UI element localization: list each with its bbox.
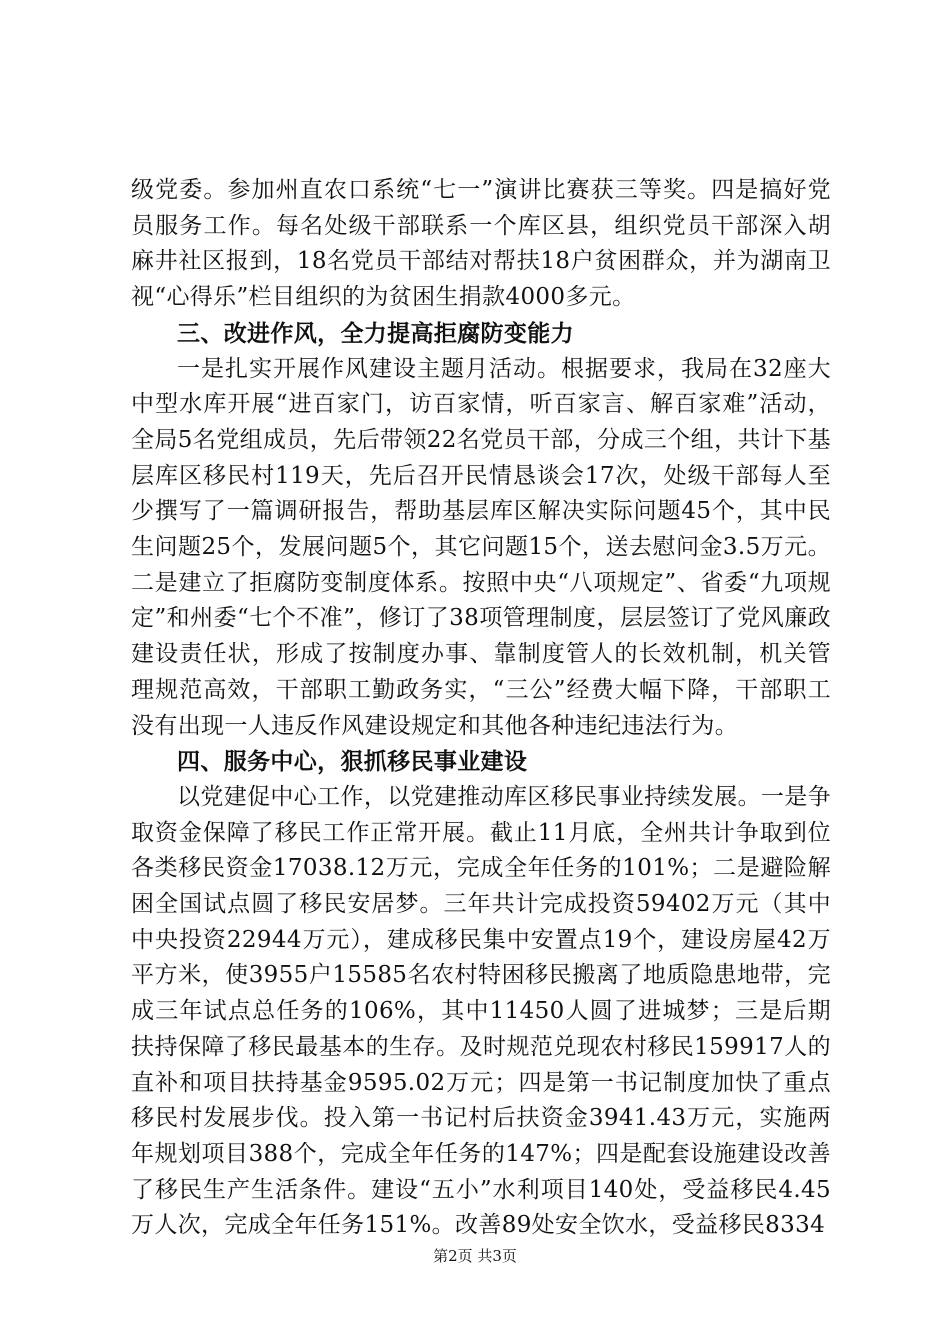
section-heading-work-style: 三、改进作风，全力提高拒腐防变能力: [177, 319, 574, 347]
paragraph-party-service: 级党委。参加州直农口系统“七一”演讲比赛获三等奖。四是搞好党员服务工作。每名处级干部联系一个库区县，组织党员干部深入胡麻井社区报到，18名党员干部结对帮扶18户贫困群众，并为湖南卫视“心得乐”栏目组织的为贫困生捐款4000多元。: [131, 177, 831, 311]
paragraph-migrant-work: 以党建促中心工作，以党建推动库区移民事业持续发展。一是争取资金保障了移民工作正常开展。截止11月底，全州共计争取到位各类移民资金17038.12万元，完成全年任务的101%；二是避险解困全国试点圆了移民安居梦。三年共计完成投资59402万元（其中中央投资22944万元），建成移民集中安置点19个，建设房屋42万平方米，使3955户15585名农村特困移民搬离了地质隐患地带，完成三年试点总任务的106%，其中11450人圆了进城梦；三是后期扶持保障了移民最基本的生存。及时规范兑现农村移民159917人的直补和项目扶持基金9595.02万元；四是第一书记制度加快了重点移民村发展步伐。投入第一书记村后扶资金3941.43万元，实施两年规划项目388个，完成全年任务的147%；四是配套设施建设改善了移民生产生活条件。建设“五小”水利项目140处，受益移民4.45万人次，完成全年任务151%。改善89处安全饮水，受益移民8334: [131, 783, 831, 1239]
section-heading-migrant-work: 四、服务中心，狠抓移民事业建设: [177, 748, 528, 776]
paragraph-work-style: 一是扎实开展作风建设主题月活动。根据要求，我局在32座大中型水库开展“进百家门，访百家情，听百家言、解百家难”活动，全局5名党组成员，先后带领22名党员干部，分成三个组，共计下基层库区移民村119天，先后召开民情恳谈会17次，处级干部每人至少撰写了一篇调研报告，帮助基层库区解决实际问题45个，其中民生问题25个，发展问题5个，其它问题15个，送去慰问金3.5万元。二是建立了拒腐防变制度体系。按照中央“八项规定”、省委“九项规定”和州委“七个不准”，修订了38项管理制度，层层签订了党风廉政建设责任状，形成了按制度办事、靠制度管人的长效机制，机关管理规范高效，干部职工勤政务实，“三公”经费大幅下降，干部职工没有出现一人违反作风建设规定和其他各种违纪违法行为。: [131, 355, 831, 739]
page-number-footer: 第2页 共3页: [433, 1247, 517, 1265]
document-body: [131, 173, 831, 1244]
